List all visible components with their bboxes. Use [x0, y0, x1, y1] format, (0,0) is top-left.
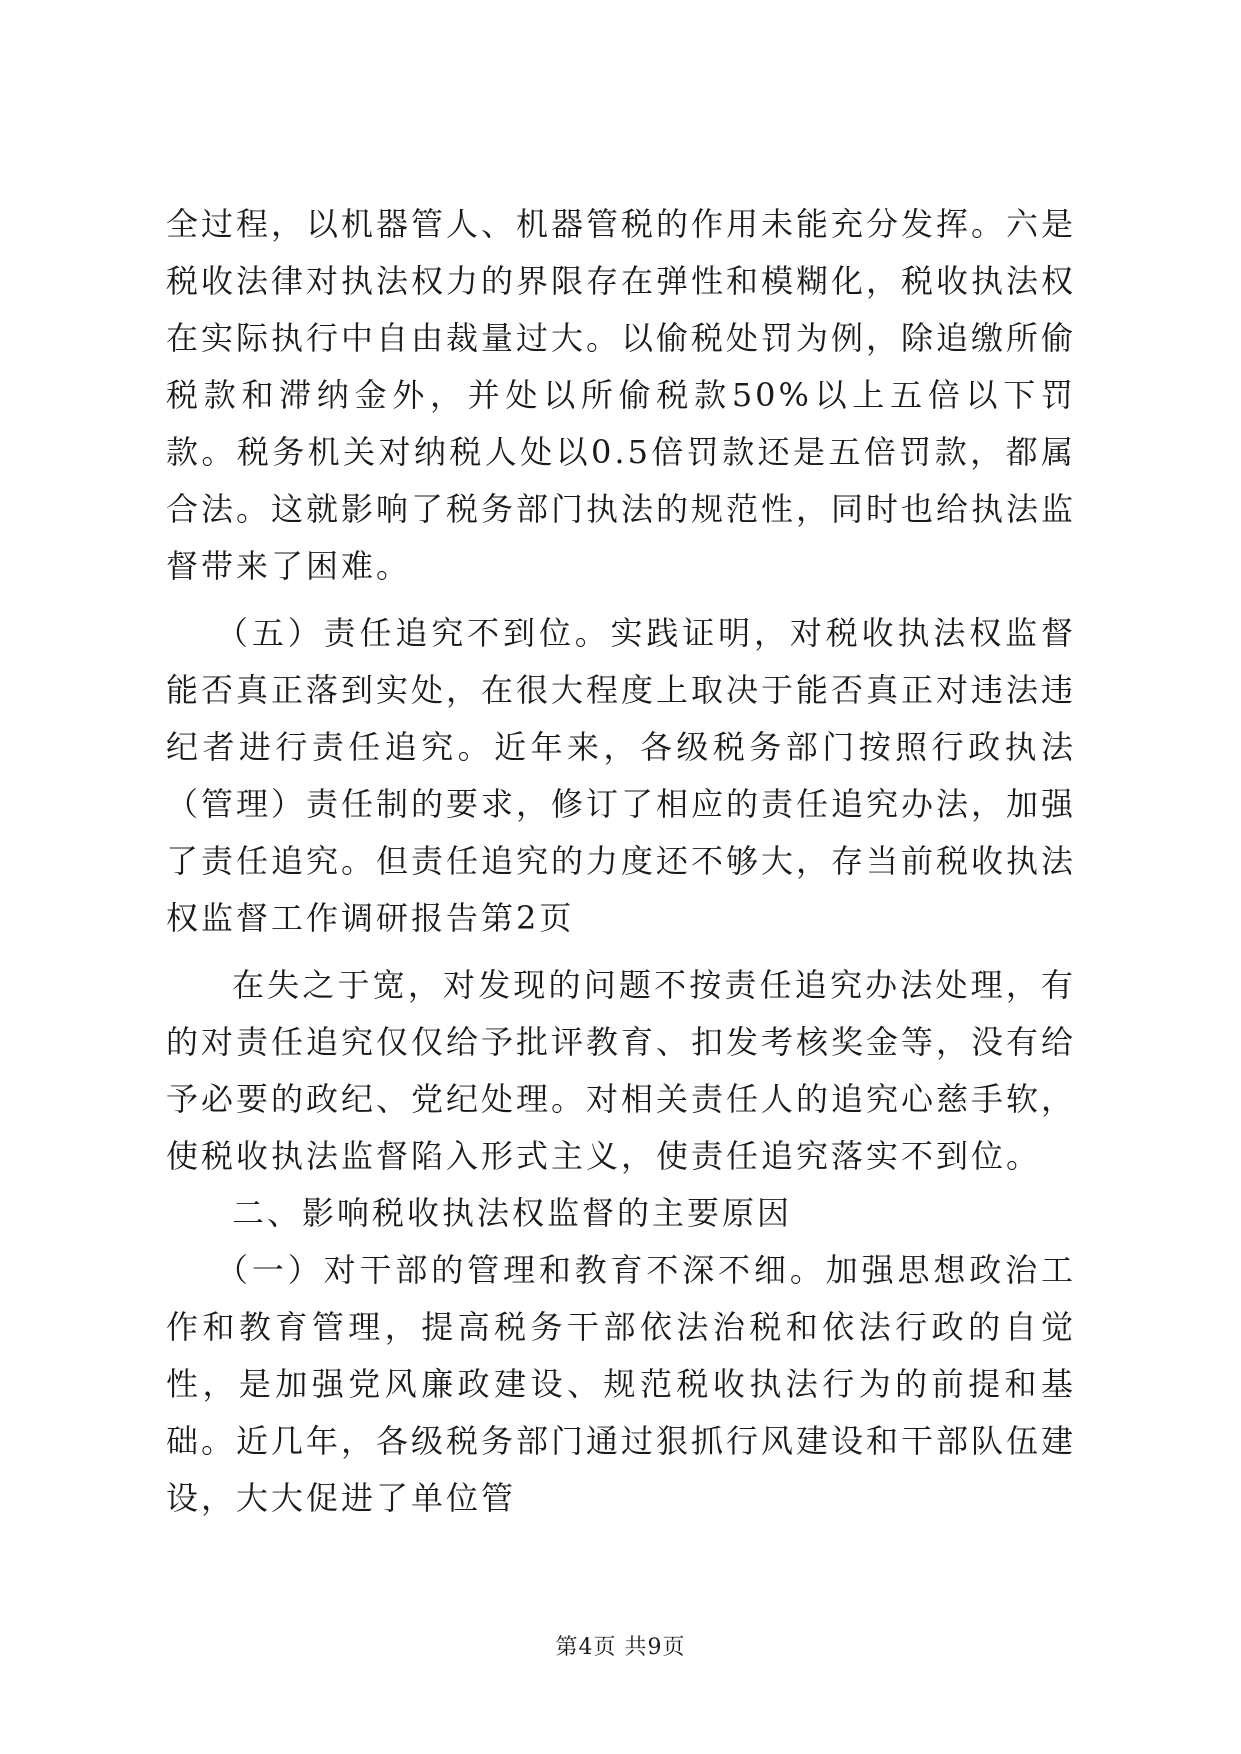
page-footer: 第4页 共9页: [555, 1635, 686, 1660]
paragraph-section-five: （五）责任追究不到位。实践证明，对税收执法权监督能否真正落到实处，在很大程度上取决于能否真正对违法违纪者进行责任追究。近年来，各级税务部门按照行政执法（管理）责任制的要求，修订了相应的责任追究办法，加强了责任追究。但责任追究的力度还不够大，存当前税收执法权监督工作调研报告第2页: [166, 614, 1077, 937]
document-body: [166, 196, 1076, 1527]
paragraph-continuation: 全过程，以机器管人、机器管税的作用未能充分发挥。六是税收法律对执法权力的界限存在弹性和模糊化，税收执法权在实际执行中自由裁量过大。以偷税处罚为例，除追缴所偷税款和滞纳金外，并处以所偷税款50%以上五倍以下罚款。税务机关对纳税人处以0.5倍罚款还是五倍罚款，都属合法。这就影响了税务部门执法的规范性，同时也给执法监督带来了困难。: [166, 205, 1077, 585]
section-heading-main-causes: 二、影响税收执法权监督的主要原因: [232, 1194, 793, 1232]
paragraph-cause-one: （一）对干部的管理和教育不深不细。加强思想政治工作和教育管理，提高税务干部依法治税和依法行政的自觉性，是加强党风廉政建设、规范税收执法行为的前提和基础。近几年，各级税务部门通过狠抓行风建设和干部队伍建设，大大促进了单位管: [166, 1251, 1077, 1517]
paragraph-section-five-continued: 在失之于宽，对发现的问题不按责任追究办法处理，有的对责任追究仅仅给予批评教育、扣发考核奖金等，没有给予必要的政纪、党纪处理。对相关责任人的追究心慈手软，使税收执法监督陷入形式主义，使责任追究落实不到位。: [166, 966, 1077, 1175]
